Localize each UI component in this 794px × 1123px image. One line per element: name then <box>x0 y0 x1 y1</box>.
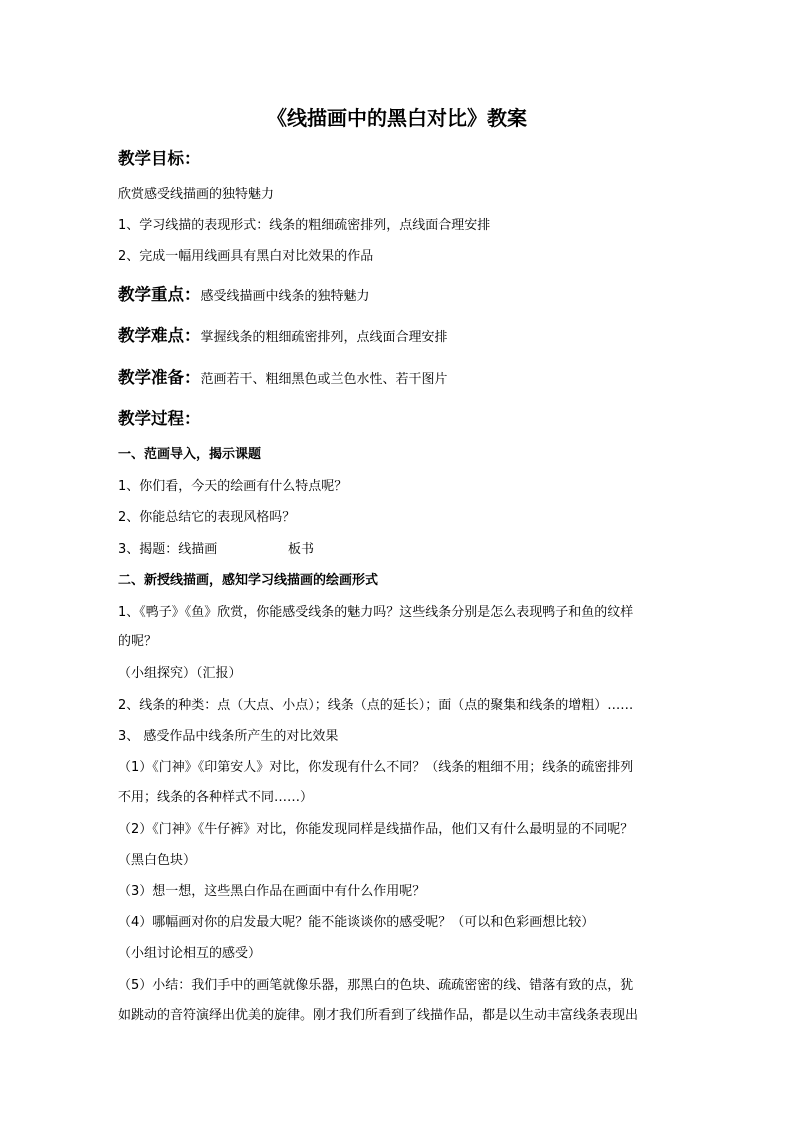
section1-item: 1、你们看，今天的绘画有什么特点呢？ <box>118 479 348 494</box>
key-point-label: 教学重点： <box>118 285 201 304</box>
section2-line: （小组探究）（汇报） <box>118 666 242 681</box>
section2-title: 二、新授线描画，感知学习线描画的绘画形式 <box>118 573 379 588</box>
section2-line: 的呢？ <box>118 634 158 649</box>
section2-line: 如跳动的音符演绎出优美的旋律。刚才我们所看到了线描作品，都是以生动丰富线条表现出 <box>118 1008 639 1023</box>
section1-title: 一、范画导入，揭示课题 <box>118 447 262 462</box>
key-point-row <box>118 284 370 306</box>
goals-heading: 教学目标： <box>118 149 201 168</box>
section2-line: （小组讨论相互的感受） <box>118 946 262 961</box>
difficulty-label: 教学难点： <box>118 326 201 345</box>
section2-line: （2）《门神》《牛仔裤》对比，你能发现同样是线描作品，他们又有什么最明显的不同呢？ <box>118 822 634 837</box>
section2-line: （1）《门神》《印第安人》对比，你发现有什么不同？（线条的粗细不用；线条的疏密排列 <box>118 760 634 775</box>
preparation-label: 教学准备： <box>118 368 201 387</box>
section2-line: （5）小结：我们手中的画笔就像乐器，那黑白的色块、疏疏密密的线、错落有致的点，犹 <box>118 978 634 993</box>
section2-line: 1、《鸭子》《鱼》欣赏，你能感受线条的魅力吗？这些线条分别是怎么表现鸭子和鱼的纹样 <box>118 605 634 620</box>
preparation-text: 范画若干、粗细黑色或兰色水性、若干图片 <box>200 372 448 387</box>
board-note: 板书 <box>288 542 315 557</box>
section2-line: 不用；线条的各种样式不同……） <box>118 790 314 805</box>
section1-item: 2、你能总结它的表现风格吗？ <box>118 510 296 525</box>
section2-line: 3、 感受作品中线条所产生的对比效果 <box>118 729 339 744</box>
process-heading: 教学过程： <box>118 409 201 428</box>
section1-item: 3、揭题：线描画 <box>118 542 218 557</box>
goal-item: 2、完成一幅用线画具有黑白对比效果的作品 <box>118 249 374 264</box>
difficulty-row <box>118 325 448 347</box>
goal-item: 欣赏感受线描画的独特魅力 <box>118 187 275 202</box>
section2-line: （黑白色块） <box>118 853 197 868</box>
section2-line: （4）哪幅画对你的启发最大呢？能不能谈谈你的感受呢？（可以和色彩画想比较） <box>118 915 595 930</box>
goal-item: 1、学习线描的表现形式：线条的粗细疏密排列，点线面合理安排 <box>118 218 491 233</box>
difficulty-text: 掌握线条的粗细疏密排列，点线面合理安排 <box>200 330 448 345</box>
section2-line: （3）想一想，这些黑白作品在画面中有什么作用呢？ <box>118 884 426 899</box>
page-title: 《线描画中的黑白对比》教案 <box>267 106 527 130</box>
section2-line: 2、线条的种类：点（大点、小点）；线条（点的延长）；面（点的聚集和线条的增粗）…… <box>118 698 634 713</box>
preparation-row <box>118 367 448 389</box>
key-point-text: 感受线描画中线条的独特魅力 <box>200 289 370 304</box>
